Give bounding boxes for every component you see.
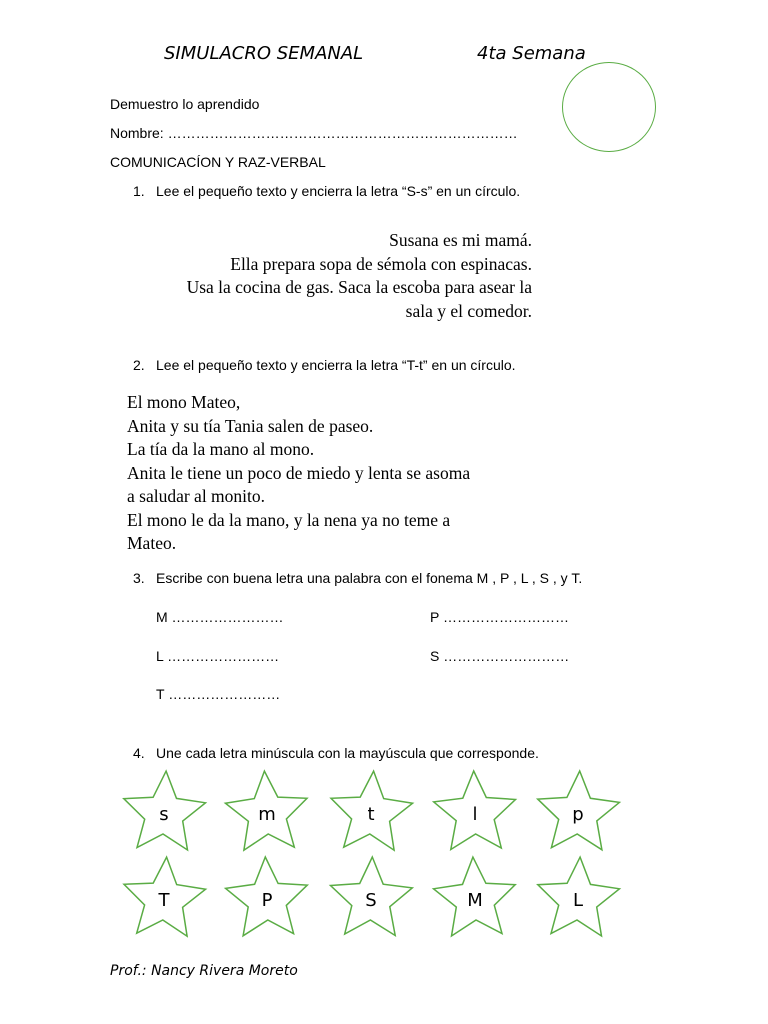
passage-2-line: Mateo. <box>127 533 177 553</box>
passage-2-line: El mono le da la mano, y la nena ya no teme a <box>127 509 451 530</box>
name-field-line: Nombre: ………………………………………………………………… <box>110 125 518 141</box>
phoneme-s-blank[interactable]: S ……………………… <box>430 648 570 664</box>
phoneme-p-blank[interactable]: P ……………………… <box>430 609 569 625</box>
passage-1-line: Ella prepara sopa de sémola con espinacas. <box>230 253 532 274</box>
star-letter: t <box>367 804 375 825</box>
star-letter: s <box>159 804 169 825</box>
passage-2-line: El mono Mateo, <box>127 392 241 412</box>
star-letter: l <box>472 804 478 825</box>
question-1-number: 1. <box>133 183 145 199</box>
question-2-text: Lee el pequeño texto y encierra la letra “T-t” en un círculo. <box>156 357 516 373</box>
question-4-number: 4. <box>133 745 145 761</box>
star-letter: p <box>572 804 584 825</box>
star-lowercase-l[interactable] <box>434 771 516 850</box>
question-3-text: Escribe con buena letra una palabra con el fonema M , P , L , S , y T. <box>156 570 583 586</box>
passage-2-line: a saludar al monito. <box>127 486 266 506</box>
star-letter: M <box>467 890 483 911</box>
star-lowercase-m[interactable] <box>225 771 307 850</box>
star-lowercase-s[interactable] <box>124 771 206 850</box>
star-uppercase-P[interactable] <box>226 857 308 936</box>
star-letter: m <box>258 804 276 825</box>
week-label: 4ta Semana <box>477 43 586 64</box>
question-3-number: 3. <box>133 570 145 586</box>
star-letter: T <box>158 890 170 911</box>
star-uppercase-S[interactable] <box>331 857 413 936</box>
star-uppercase-L[interactable] <box>538 857 620 936</box>
star-lowercase-p[interactable] <box>538 771 620 850</box>
star-uppercase-T[interactable] <box>124 857 206 936</box>
passage-1-line: Usa la cocina de gas. Saca la escoba para asear la <box>186 277 532 297</box>
question-1-text: Lee el pequeño texto y encierra la letra “S-s” en un círculo. <box>156 183 521 199</box>
worksheet-title: SIMULACRO SEMANAL <box>164 43 364 64</box>
phoneme-m-blank[interactable]: M …………………… <box>156 609 284 625</box>
passage-1-line: sala y el comedor. <box>405 300 532 321</box>
phoneme-l-blank[interactable]: L …………………… <box>156 648 280 664</box>
star-lowercase-t[interactable] <box>331 771 413 850</box>
passage-1 <box>187 229 532 323</box>
passage-2-line: Anita y su tía Tania salen de paseo. <box>127 415 374 436</box>
star-matching-area <box>0 760 768 950</box>
phoneme-t-blank[interactable]: T …………………… <box>156 686 281 702</box>
star-letter: S <box>365 890 377 911</box>
passage-2-line: Anita le tiene un poco de miedo y lenta se asoma <box>127 462 471 483</box>
question-4-text: Une cada letra minúscula con la mayúscula que corresponde. <box>156 745 539 761</box>
question-2-number: 2. <box>133 357 145 373</box>
star-letter: L <box>572 890 584 911</box>
passage-2-line: La tía da la mano al mono. <box>127 439 315 459</box>
grade-circle <box>562 62 656 152</box>
passage-2 <box>127 391 470 556</box>
passage-1-line: Susana es mi mamá. <box>389 230 532 250</box>
subject-heading: COMUNICACÍON Y RAZ-VERBAL <box>110 154 326 170</box>
intro-line: Demuestro lo aprendido <box>110 96 260 112</box>
star-letter: P <box>261 890 273 911</box>
teacher-credit: Prof.: Nancy Rivera Moreto <box>110 963 298 979</box>
star-uppercase-M[interactable] <box>434 857 516 936</box>
